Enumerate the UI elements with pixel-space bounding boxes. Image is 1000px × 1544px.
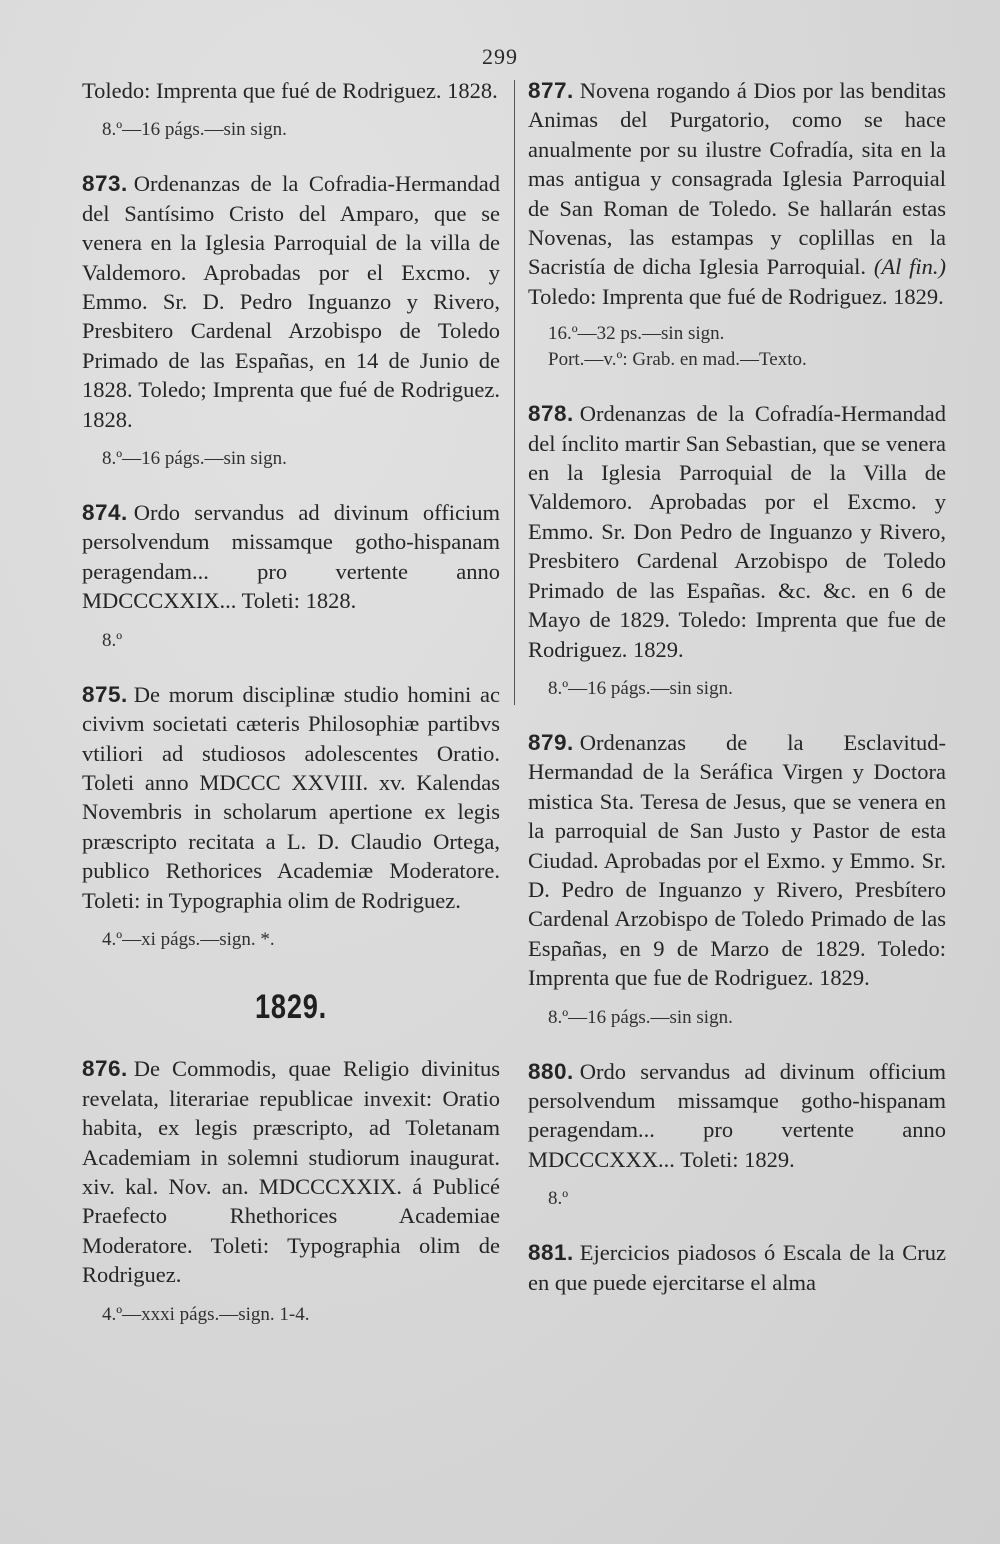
entry-number: 874. bbox=[82, 500, 128, 526]
entry-875 bbox=[82, 680, 500, 915]
entry-collation: 16.º—32 ps.—sin sign. bbox=[548, 323, 725, 345]
entry-text: De morum disciplinæ studio homini ac civivm societati cæteris Philosophiæ partibvs vtiliori ad studiosos adolescentes Oratio. Toleti anno MDCCC XXVIII. xv. Kalendas Novembris in scholarum apertione ex legis præscripto recitata a L. D. Claudio Ortega, publico Rethorices Academiæ Moderatore. Toleti: in Typographia olim de Rodriguez. bbox=[82, 681, 500, 913]
entry-number: 875. bbox=[82, 681, 128, 707]
entry-879 bbox=[528, 728, 946, 993]
entry-877 bbox=[528, 76, 946, 311]
entry-878 bbox=[528, 399, 946, 664]
entry-collation: Port.—v.º: Grab. en mad.—Texto. bbox=[548, 349, 807, 371]
entry-collation: 8.º—16 págs.—sin sign. bbox=[102, 448, 287, 470]
entry-text: Toledo: Imprenta que fué de Rodriguez. 1828. bbox=[82, 78, 498, 103]
entry-number: 879. bbox=[528, 729, 574, 755]
entry-continuation bbox=[82, 76, 500, 105]
entry-collation: 8.º—16 págs.—sin sign. bbox=[548, 677, 733, 699]
entry-text: Ordo servandus ad divinum officium persolvendum missamque gotho-hispanam peragendam... pro vertente anno MDCCCXXIX... Toleti: 1828. bbox=[82, 500, 500, 614]
entry-873 bbox=[82, 169, 500, 434]
entry-number: 881. bbox=[528, 1240, 574, 1266]
entry-collation: 8.º bbox=[102, 629, 123, 651]
right-column bbox=[528, 76, 946, 1297]
page-number: 299 bbox=[482, 44, 518, 69]
entry-number: 876. bbox=[82, 1056, 128, 1082]
left-column bbox=[82, 76, 500, 1328]
entry-876 bbox=[82, 1054, 500, 1289]
entry-text: De Commodis, quae Religio divinitus revelata, literariae republicae invexit: Oratio habita, ex legis præscripto, ad Toletanam Academiam in solemni studiorum inaugurat. xiv. kal. Nov. an. MDCCCXXIX. á Publicé Praefecto Rhethorices Academiae Moderatore. Toleti: Typographia olim de Rodriguez. bbox=[82, 1056, 500, 1288]
entry-881 bbox=[528, 1238, 946, 1297]
entry-text: Toledo: Imprenta que fué de Rodriguez. 1829. bbox=[528, 283, 944, 309]
entry-text: Ordenanzas de la Cofradía-Hermandad del ínclito martir San Sebastian, que se venera en la Iglesia Parroquial de la Villa de Valdemoro. Aprobadas por el Excmo. y Emmo. Sr. Don Pedro de Inguanzo y Rivero, Presbitero Cardenal Arzobispo de Toledo Primado de las Españas. &c. &c. en 6 de Mayo de 1829. Toledo: Imprenta que fue de Rodriguez. 1829. bbox=[528, 401, 946, 662]
entry-number: 877. bbox=[528, 78, 574, 103]
entry-text: Novena rogando á Dios por las benditas Animas del Purgatorio, como se hace anualmente por su ilustre Cofradía, sita en la mas antigua y consagrada Iglesia Parroquial de San Roman de Toledo. Se hallarán estas Novenas, las estampas y coplillas en la Sacristía de dicha Iglesia Parroquial. bbox=[528, 78, 946, 280]
entry-collation: 8.º—16 págs.—sin sign. bbox=[102, 119, 287, 141]
entry-collation: 4.º—xi págs.—sign. *. bbox=[102, 928, 275, 950]
year-heading: 1829. bbox=[254, 987, 328, 1026]
entry-text-italic: (Al fin.) bbox=[873, 254, 946, 280]
column-divider bbox=[514, 80, 515, 705]
entry-number: 880. bbox=[528, 1058, 574, 1084]
entry-text: Ordo servandus ad divinum officium persolvendum missamque gotho-hispanam peragendam... pro vertente anno MDCCCXXX... Toleti: 1829. bbox=[528, 1058, 946, 1172]
entry-collation: 4.º—xxxi págs.—sign. 1-4. bbox=[102, 1303, 310, 1325]
entry-collation: 8.º bbox=[548, 1188, 569, 1210]
entry-number: 873. bbox=[82, 171, 128, 197]
entry-text: Ordenanzas de la Cofradia-Hermandad del Santísimo Cristo del Amparo, que se venera en la Iglesia Parroquial de la villa de Valdemoro. Aprobadas por el Excmo. y Emmo. Sr. D. Pedro Inguanzo y Rivero, Presbitero Cardenal Arzobispo de Toledo Primado de las Españas, en 14 de Junio de 1828. Toledo; Imprenta que fué de Rodriguez. 1828. bbox=[82, 171, 500, 432]
entry-text: Ordenanzas de la Esclavitud-Hermandad de la Seráfica Virgen y Doctora mistica Sta. Teresa de Jesus, que se venera en la parroquial de San Justo y Pastor de esta Ciudad. Aprobadas por el Exmo. y Emmo. Sr. D. Pedro de Inguanzo y Rivero, Presbítero Cardenal Arzobispo de Toledo Primado de las Españas, en 9 de Marzo de 1829. Toledo: Imprenta que fue de Rodriguez. 1829. bbox=[528, 729, 946, 991]
entry-collation: 8.º—16 págs.—sin sign. bbox=[548, 1006, 733, 1028]
entry-number: 878. bbox=[528, 401, 574, 427]
entry-874 bbox=[82, 498, 500, 616]
entry-880 bbox=[528, 1057, 946, 1175]
entry-text: Ejercicios piadosos ó Escala de la Cruz en que puede ejercitarse el alma bbox=[528, 1240, 946, 1295]
